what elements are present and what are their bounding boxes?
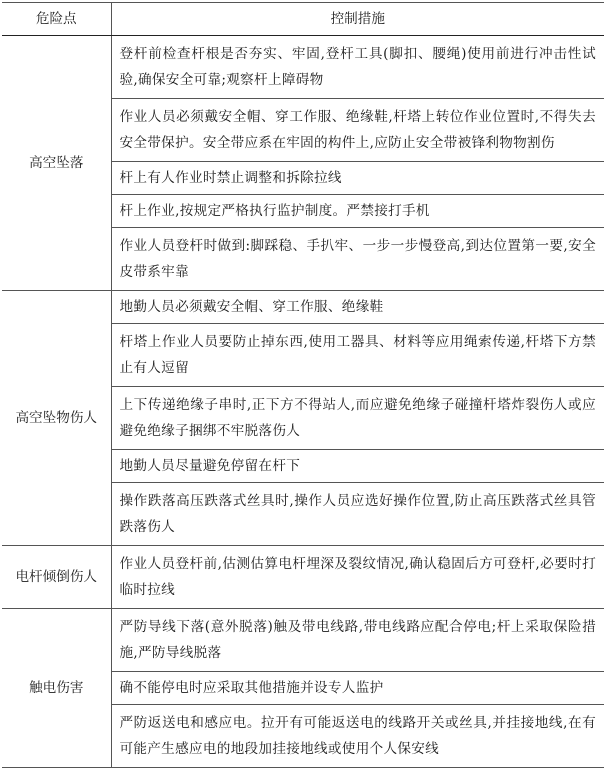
measure-cell: 确不能停电时应采取其他措施并设专人监护 [111,672,604,705]
measure-cell: 杆上作业,按规定严格执行监护制度。严禁接打手机 [111,195,604,228]
measure-cell: 操作跌落高压跌落式丝具时,操作人员应选好操作位置,防止高压跌落式丝具管跌落伤人 [111,483,604,546]
hazard-cell-electric-shock: 触电伤害 [2,609,111,768]
table-row [2,546,604,609]
table-row [2,291,604,324]
measure-cell: 上下传递绝缘子串时,正下方不得站人,而应避免绝缘子碰撞杆塔炸裂伤人或应避免绝缘子捆绑不牢脱落伤人 [111,387,604,450]
hazard-cell-pole-collapse: 电杆倾倒伤人 [2,546,111,609]
measure-cell: 地勤人员必须戴安全帽、穿工作服、绝缘鞋 [111,291,604,324]
table-row [2,36,604,99]
hazard-cell-fall: 高空坠落 [2,36,111,291]
measure-cell: 杆上有人作业时禁止调整和拆除拉线 [111,162,604,195]
measure-cell: 作业人员登杆时做到:脚踩稳、手扒牢、一步一步慢登高,到达位置第一要,安全皮带系牢靠 [111,228,604,291]
header-measures: 控制措施 [111,3,604,36]
measure-cell: 严防返送电和感应电。拉开有可能返送电的线路开关或丝具,并挂接地线,在有可能产生感应电的地段加挂接地线或使用个人保安线 [111,705,604,768]
measure-cell: 作业人员必须戴安全帽、穿工作服、绝缘鞋,杆塔上转位作业位置时,不得失去安全带保护。安全带应系在牢固的构件上,应防止安全带被锋利物物割伤 [111,99,604,162]
measure-cell: 登杆前检查杆根是否夯实、牢固,登杆工具(脚扣、腰绳)使用前进行冲击性试验,确保安全可靠;观察杆上障碍物 [111,36,604,99]
header-hazard: 危险点 [2,3,111,36]
hazard-control-table [2,2,604,768]
table-row [2,609,604,672]
measure-cell: 作业人员登杆前,估测估算电杆埋深及裂纹情况,确认稳固后方可登杆,必要时打临时拉线 [111,546,604,609]
measure-cell: 严防导线下落(意外脱落)触及带电线路,带电线路应配合停电;杆上采取保险措施,严防导线脱落 [111,609,604,672]
measure-cell: 地勤人员尽量避免停留在杆下 [111,450,604,483]
table-header-row [2,3,604,36]
hazard-cell-falling-object: 高空坠物伤人 [2,291,111,546]
measure-cell: 杆塔上作业人员要防止掉东西,使用工器具、材料等应用绳索传递,杆塔下方禁止有人逗留 [111,324,604,387]
